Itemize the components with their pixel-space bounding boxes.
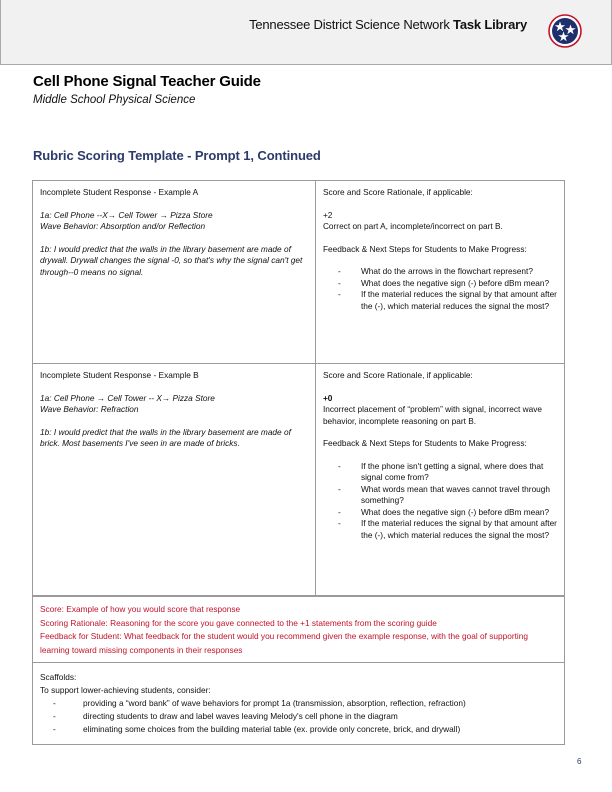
feedback-item: - What does the negative sign (-) before dBm mean?: [323, 507, 557, 519]
example-a-1a-line2: Wave Behavior: Absorption and/or Reflection: [40, 221, 206, 231]
example-b-heading: Incomplete Student Response - Example B: [40, 370, 199, 380]
scaffold-item: - providing a “word bank” of wave behaviors for prompt 1a (transmission, absorption, reflection, refraction): [40, 697, 557, 710]
score-cell-a: [316, 181, 564, 363]
header-title: [249, 17, 527, 32]
header-title-bold: Task Library: [453, 17, 527, 32]
example-a-score-heading: Score and Score Rationale, if applicable:: [322, 187, 473, 197]
student-response-cell-a: [33, 181, 316, 363]
scaffolds-list: [40, 697, 557, 736]
tennessee-tristar-icon: [548, 14, 582, 48]
scaffold-item: - directing students to draw and label waves leaving Melody's cell phone in the diagram: [40, 710, 557, 723]
example-a-1b: 1b: I would predict that the walls in the library basement are made of drywall. Drywall changes the signal -0, so that's why the signal can't get through--0 means no signal.: [40, 243, 303, 277]
feedback-item: - What does the negative sign (-) before dBm mean?: [323, 278, 557, 290]
feedback-item: - What do the arrows in the flowchart represent?: [323, 266, 557, 278]
example-b-1a-line1: 1a: Cell Phone → Cell Tower -- X→ Pizza Store: [40, 392, 215, 403]
rubric-table: [32, 180, 565, 597]
example-a-1a-line1: 1a: Cell Phone --X→ Cell Tower → Pizza Store: [40, 209, 213, 220]
key-feedback: Feedback for Student: What feedback for the student would you recommend given the example response, with the goal of supporting learning toward missing components in their responses: [40, 631, 528, 655]
scoring-key-box: [32, 595, 565, 663]
feedback-item: - If the material reduces the signal by that amount after the (-), which material reduces the signal the most?: [323, 289, 557, 312]
example-a-heading: Incomplete Student Response - Example A: [40, 187, 199, 197]
rubric-row-example-b: [33, 364, 564, 596]
rubric-row-example-a: [33, 181, 564, 364]
example-a-score: +2: [322, 209, 333, 220]
example-b-score: +0: [322, 392, 333, 403]
page-header: [0, 0, 612, 65]
header-title-regular: Tennessee District Science Network: [249, 17, 454, 32]
example-b-1a-line2: Wave Behavior: Refraction: [40, 404, 139, 414]
example-b-rationale: Incorrect placement of “problem” with signal, incorrect wave behavior, incomplete reasoning on part B.: [322, 404, 542, 426]
score-cell-b: [316, 364, 564, 596]
feedback-item: - If the phone isn't getting a signal, where does that signal come from?: [323, 461, 557, 484]
example-a-feedback-list: [323, 266, 557, 312]
example-b-score-heading: Score and Score Rationale, if applicable:: [322, 370, 473, 380]
example-b-feedback-list: [323, 461, 557, 542]
feedback-item: - What words mean that waves cannot travel through something?: [323, 484, 557, 507]
document-title: Cell Phone Signal Teacher Guide: [33, 73, 261, 90]
student-response-cell-b: [33, 364, 316, 596]
scaffolds-intro: To support lower-achieving students, consider:: [40, 685, 211, 695]
feedback-item: - If the material reduces the signal by that amount after the (-), which material reduces the signal the most?: [323, 518, 557, 541]
document-subtitle: Middle School Physical Science: [33, 94, 196, 106]
section-heading: Rubric Scoring Template - Prompt 1, Continued: [33, 148, 321, 163]
example-b-feedback-heading: Feedback & Next Steps for Students to Make Progress:: [322, 438, 527, 448]
example-a-feedback-heading: Feedback & Next Steps for Students to Make Progress:: [322, 243, 527, 254]
page-number: 6: [577, 757, 582, 766]
scaffolds-box: [32, 663, 565, 745]
example-a-rationale: Correct on part A, incomplete/incorrect on part B.: [322, 221, 503, 231]
key-scoring-rationale: Scoring Rationale: Reasoning for the score you gave connected to the +1 statements from the scoring guide: [40, 617, 437, 628]
scaffolds-heading: Scaffolds:: [40, 672, 77, 682]
example-b-1b: 1b: I would predict that the walls in the library basement are made of brick. Most basements I've seen in are made of bricks.: [40, 426, 291, 448]
scaffold-item: - eliminating some choices from the building material table (ex. provide only concrete, brick, and drywall): [40, 723, 557, 736]
key-score: Score: Example of how you would score that response: [40, 604, 241, 614]
